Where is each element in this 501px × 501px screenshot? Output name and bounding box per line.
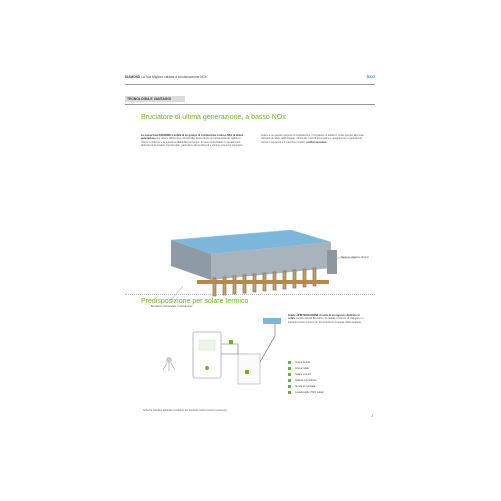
thermal-diagram	[143, 314, 283, 406]
brand-logo: baxi	[366, 74, 375, 79]
diagram-caption: Schema idraulico abbinato a bollitore per impianto solare termico (esempio)	[143, 409, 227, 412]
burner-photo	[141, 230, 369, 304]
thermal-title: Predisposizione per solare termico	[141, 298, 249, 305]
document-page	[125, 62, 375, 440]
thermal-text	[288, 314, 366, 324]
callout-collector: Tappo in collettore di fumo	[341, 256, 369, 259]
legend-marker	[288, 385, 291, 388]
header-rule	[125, 84, 375, 85]
legend-item	[288, 373, 311, 376]
burner-title: Bruciatore di ultima generazione, a basso NOx	[141, 114, 286, 121]
section-rule	[125, 104, 375, 105]
brand-product: DIAMOND	[125, 75, 141, 79]
burner-left-column	[141, 134, 245, 148]
legend-marker	[288, 361, 291, 364]
legend-marker	[288, 373, 291, 376]
legend-marker	[288, 379, 291, 382]
callout-burner: Bruciatore premiscelato, in acciaio inox	[151, 305, 193, 308]
legend-marker	[288, 367, 291, 370]
thermal-rule	[125, 294, 375, 295]
burner-right-body: Grazie a un elevato rapporto di modulazione, il bruciatore si adatta in modo preciso alla reale richiesta di calore dell'impianto, riducendo i cicli di accensione e spegnimento e garantendo consumi contenuti e il massimo comfort.	[261, 134, 364, 144]
legend-item	[288, 367, 309, 370]
burner-left-body: che unisce efficienza e silenziosità, assicurando un funzionamento stabile in tutte le condizioni e la massima affidabilità nel tempo. Il nuovo scambiatore in acciaio inox, abbinato al bruciatore premiscelato, garantisce alti rendimenti e minime emissioni inquinanti.	[141, 137, 244, 148]
burner-highlight: comfort assoluto.	[306, 140, 328, 144]
legend-item	[288, 361, 310, 364]
burner-lead: La nuova linea DIAMOND è dotata di un gruppo di combustione a basso NOx di ultima generazione	[141, 134, 244, 141]
legend-label: Solare termico	[295, 373, 312, 377]
legend-item	[288, 385, 315, 388]
section-title: TECNOLOGIA E VANTAGGI	[125, 96, 185, 102]
page-header	[125, 75, 375, 81]
legend-label: Lavastoviglie (H2O calda)	[295, 391, 324, 395]
header-subtitle: La Sua Migliore caldaia a condensazione NOx	[141, 75, 207, 79]
legend-label: Acqua calda	[295, 367, 309, 371]
burner-right-column	[261, 134, 365, 144]
legend-item	[288, 391, 324, 394]
legend-item	[288, 379, 317, 382]
legend-label: Acqua fredda	[295, 361, 310, 365]
thermal-lead: Grazie all'INTEGRAZIONE di serie di un ingresso dedicato al solare	[288, 314, 360, 321]
page-number: 3	[371, 414, 373, 418]
legend-marker	[288, 391, 291, 394]
legend-label: Sonda di mandata	[295, 385, 316, 389]
thermal-body: tramite valvola deviatrice, la caldaia consente di collegare un impianto solare termico per la produzione di acqua calda sanitaria.	[288, 317, 364, 324]
legend-label: Valvola miscelatrice	[295, 379, 317, 383]
